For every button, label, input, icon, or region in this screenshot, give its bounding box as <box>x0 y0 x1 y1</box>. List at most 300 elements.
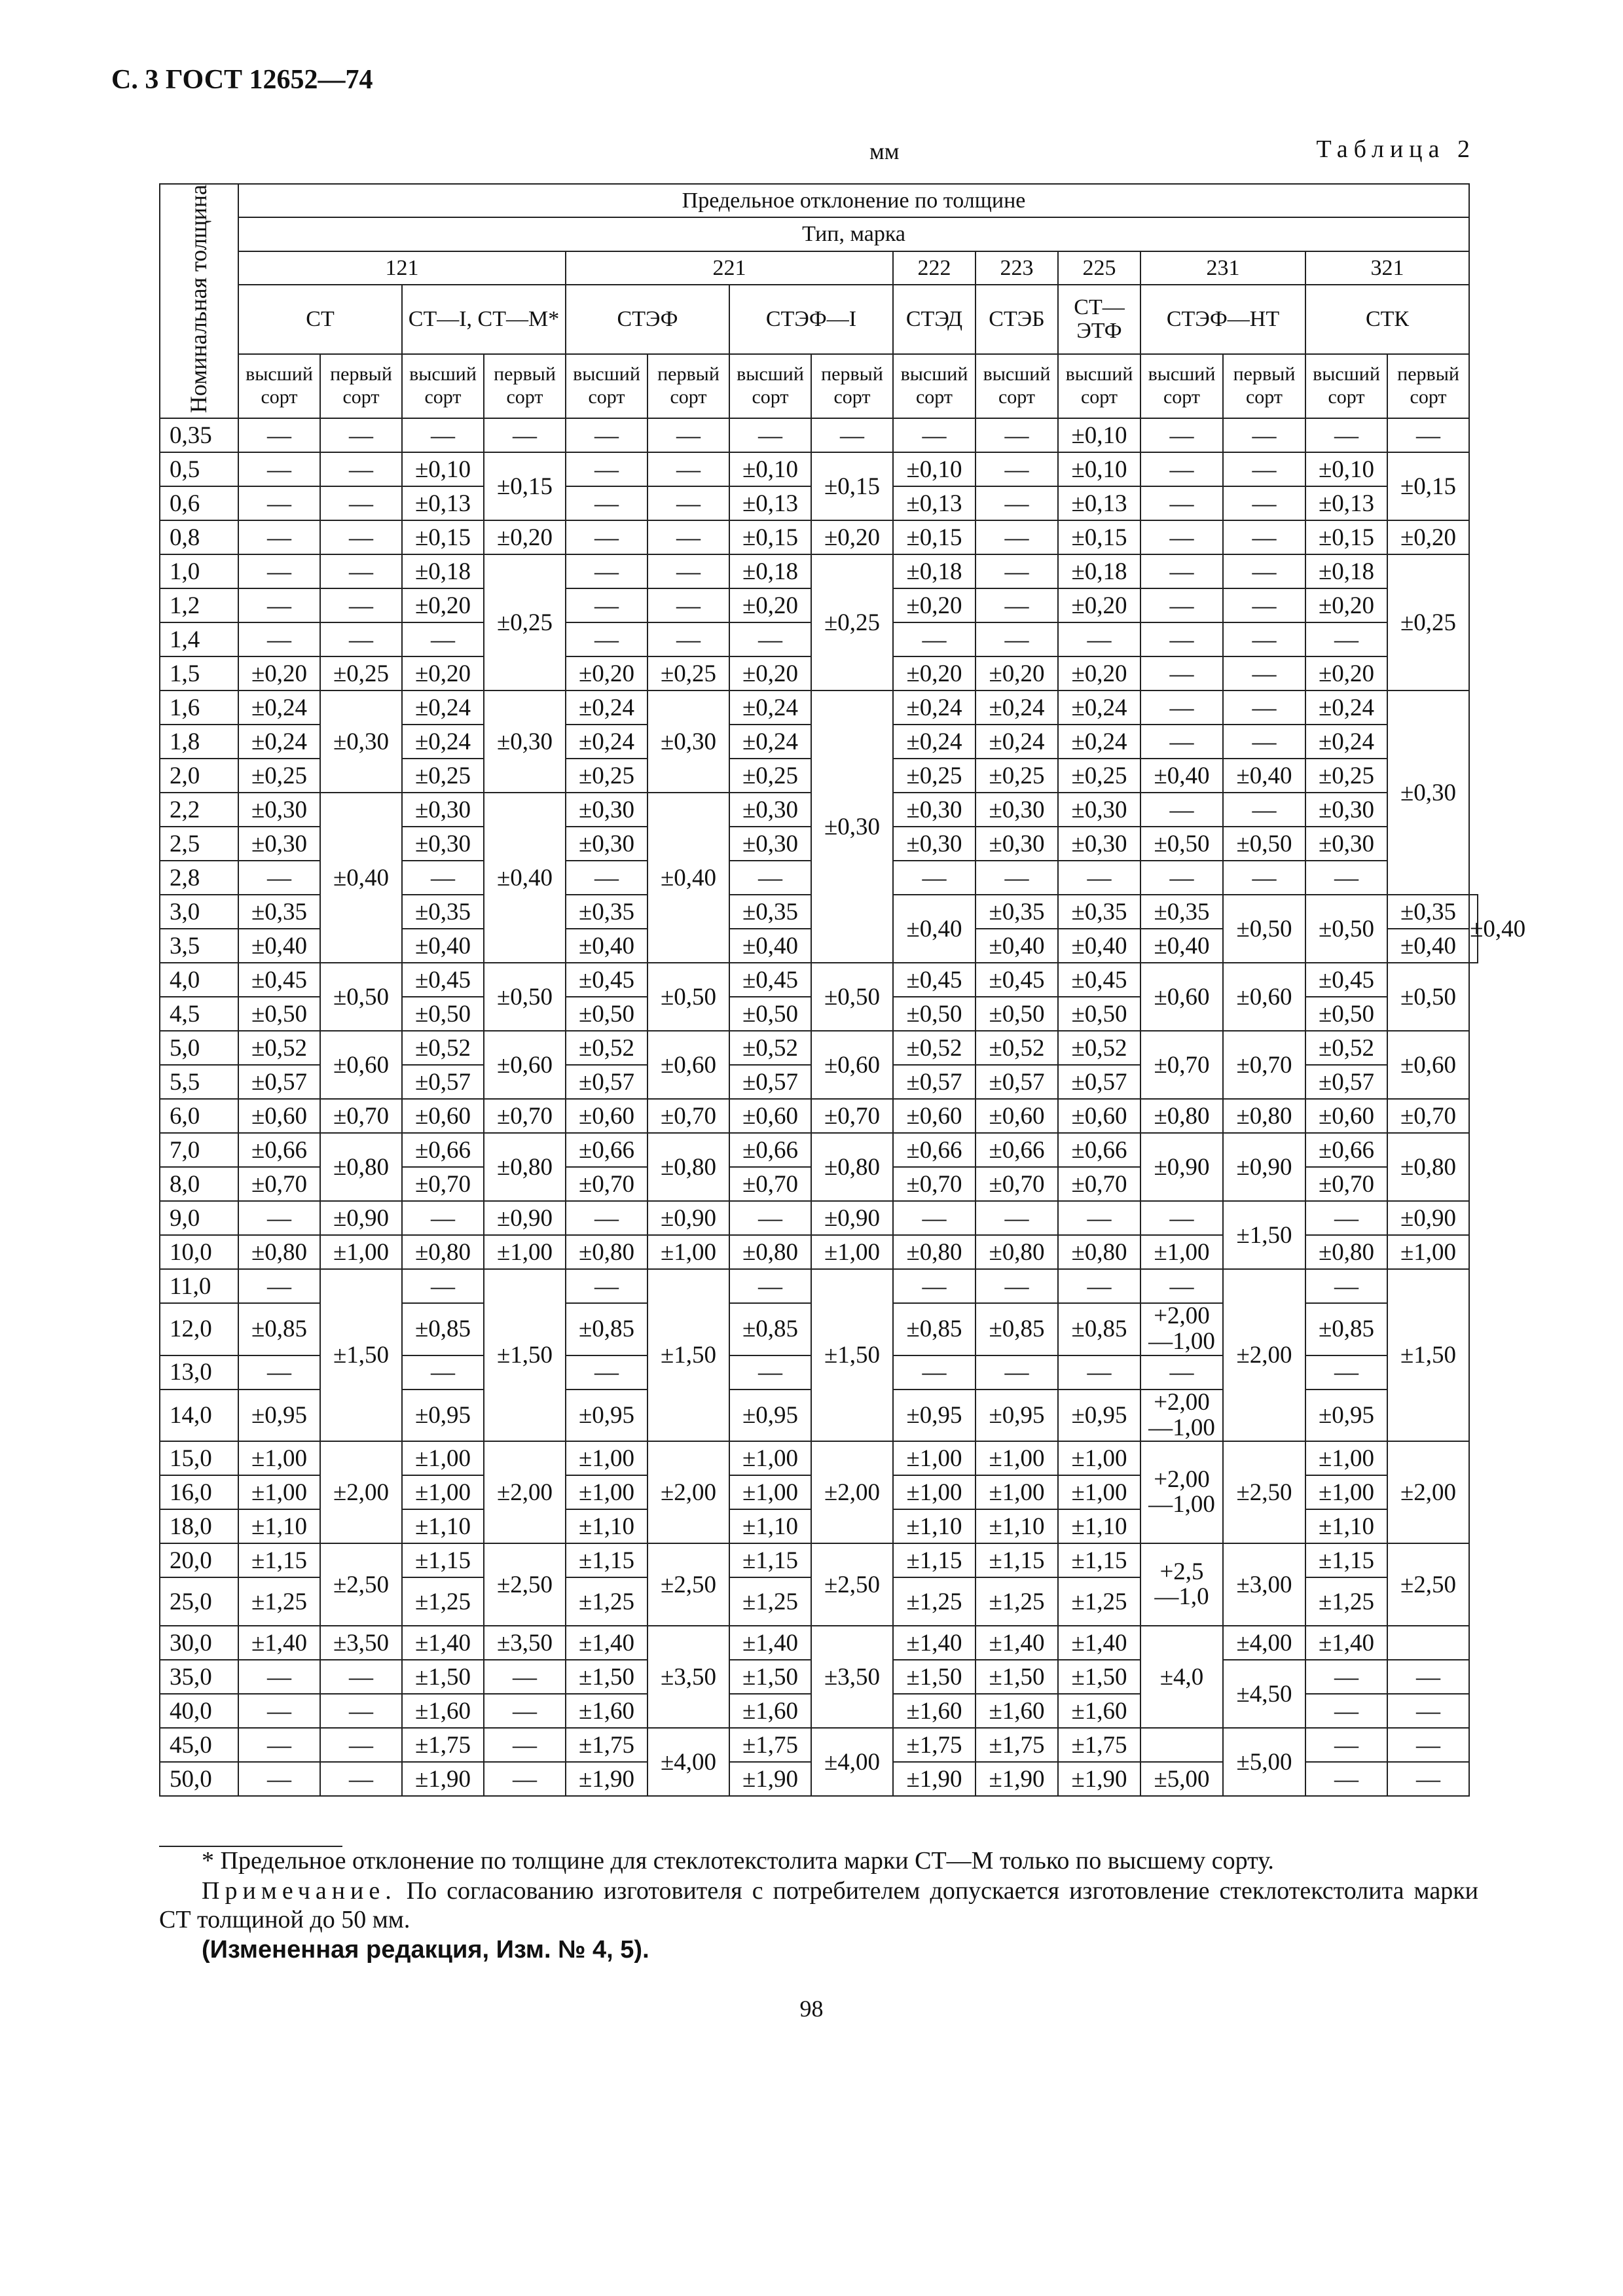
deviation-cell: ±0,80 <box>893 1235 976 1269</box>
deviation-cell: ±0,20 <box>729 588 811 622</box>
nominal-thickness-cell: 0,8 <box>160 520 238 554</box>
deviation-cell: ±1,00 <box>976 1441 1058 1475</box>
deviation-cell: ±0,50 <box>566 997 647 1031</box>
deviation-cell: ±1,75 <box>976 1728 1058 1762</box>
deviation-cell: ±0,80 <box>566 1235 647 1269</box>
deviation-cell: ±3,50 <box>320 1626 402 1660</box>
deviation-cell: ±0,30 <box>1058 793 1140 827</box>
deviation-cell: — <box>1223 691 1305 725</box>
deviation-cell: ±0,25 <box>1305 759 1387 793</box>
deviation-cell: ±0,10 <box>893 452 976 486</box>
deviation-cell: — <box>1223 725 1305 759</box>
deviation-cell: — <box>729 418 811 452</box>
deviation-cell: ±0,70 <box>893 1167 976 1201</box>
deviation-cell: ±1,00 <box>1387 1235 1469 1269</box>
deviation-cell: ±0,57 <box>976 1065 1058 1099</box>
deviation-cell: ±0,80 <box>647 1133 729 1201</box>
deviation-cell: ±0,30 <box>402 827 484 861</box>
deviation-cell: ±0,13 <box>729 486 811 520</box>
type-121: 121 <box>238 251 566 285</box>
deviation-cell: — <box>729 1269 811 1303</box>
deviation-cell: — <box>238 452 320 486</box>
deviation-cell <box>1140 1728 1223 1762</box>
deviation-cell: — <box>1140 520 1223 554</box>
deviation-cell: ±0,80 <box>320 1133 402 1201</box>
deviation-cell: ±0,20 <box>402 588 484 622</box>
deviation-cell: — <box>1223 861 1305 895</box>
deviation-cell: ±0,10 <box>729 452 811 486</box>
deviation-cell: ±1,50 <box>1387 1269 1469 1441</box>
deviation-cell: ±0,52 <box>729 1031 811 1065</box>
amendment-note: (Измененная редакция, Изм. № 4, 5). <box>202 1936 649 1964</box>
deviation-cell: ±0,66 <box>729 1133 811 1167</box>
deviation-cell: ±0,70 <box>976 1167 1058 1201</box>
table-row <box>160 1626 1478 1660</box>
deviation-cell: ±0,20 <box>566 656 647 691</box>
deviation-cell: ±1,00 <box>484 1235 566 1269</box>
deviation-cell: ±0,25 <box>320 656 402 691</box>
deviation-cell: ±0,60 <box>729 1099 811 1133</box>
deviation-cell: — <box>647 418 729 452</box>
deviation-cell: ±0,40 <box>1140 759 1223 793</box>
deviation-cell: — <box>320 1728 402 1762</box>
deviation-cell: ±1,00 <box>811 1235 893 1269</box>
units-label: мм <box>869 138 900 164</box>
deviation-cell: — <box>893 1269 976 1303</box>
deviation-cell: ±0,60 <box>893 1099 976 1133</box>
deviation-cell: ±1,00 <box>893 1441 976 1475</box>
deviation-cell: ±0,57 <box>566 1065 647 1099</box>
deviation-cell: ±1,00 <box>729 1441 811 1475</box>
deviation-cell: ±1,25 <box>976 1577 1058 1626</box>
deviation-cell: ±0,70 <box>1387 1099 1469 1133</box>
deviation-cell: ±0,66 <box>402 1133 484 1167</box>
deviation-cell: — <box>1140 656 1223 691</box>
deviation-cell: ±0,18 <box>893 554 976 588</box>
deviation-cell: ±0,60 <box>1305 1099 1387 1133</box>
deviation-cell: ±0,80 <box>1058 1235 1140 1269</box>
deviation-cell: — <box>1223 486 1305 520</box>
deviation-cell: ±1,10 <box>976 1509 1058 1543</box>
deviation-cell: ±0,15 <box>1387 452 1469 520</box>
deviation-cell: — <box>238 1201 320 1235</box>
deviation-cell: — <box>1058 1355 1140 1390</box>
mark-steф-nt: СТЭФ—НТ <box>1140 285 1305 353</box>
deviation-cell: ±0,57 <box>402 1065 484 1099</box>
deviation-cell: ±0,25 <box>729 759 811 793</box>
table-row <box>160 1728 1478 1762</box>
deviation-cell: ±0,60 <box>811 1031 893 1099</box>
deviation-cell: ±0,66 <box>1305 1133 1387 1167</box>
deviation-cell: ±0,20 <box>729 656 811 691</box>
deviation-cell: ±0,45 <box>976 963 1058 997</box>
deviation-cell: ±1,15 <box>402 1543 484 1577</box>
nominal-thickness-cell: 6,0 <box>160 1099 238 1133</box>
deviation-cell: ±0,30 <box>976 793 1058 827</box>
deviation-cell: ±0,24 <box>976 691 1058 725</box>
deviation-cell: — <box>976 486 1058 520</box>
deviation-cell: — <box>484 1694 566 1728</box>
deviation-cell: ±0,25 <box>893 759 976 793</box>
deviation-cell: ±1,10 <box>1305 1509 1387 1543</box>
deviation-cell: ±0,57 <box>238 1065 320 1099</box>
deviation-cell: ±0,50 <box>811 963 893 1031</box>
deviation-cell: ±0,20 <box>893 588 976 622</box>
deviation-cell: — <box>238 1269 320 1303</box>
deviation-cell: ±1,15 <box>1058 1543 1140 1577</box>
deviation-cell: — <box>647 588 729 622</box>
deviation-cell: ±1,50 <box>1058 1660 1140 1694</box>
deviation-cell: — <box>566 1201 647 1235</box>
deviation-cell: ±0,80 <box>729 1235 811 1269</box>
deviation-cell: ±0,80 <box>402 1235 484 1269</box>
deviation-cell: +2,00 —1,00 <box>1140 1441 1223 1543</box>
deviation-cell: — <box>320 418 402 452</box>
deviation-cell: — <box>1140 861 1223 895</box>
deviation-cell: ±0,57 <box>1058 1065 1140 1099</box>
deviation-cell: — <box>976 1355 1058 1390</box>
deviation-cell: ±0,40 <box>238 929 320 963</box>
deviation-cell: ±4,0 <box>1140 1626 1223 1728</box>
deviation-cell: ±0,85 <box>729 1303 811 1355</box>
deviation-cell: ±0,66 <box>566 1133 647 1167</box>
deviation-cell: ±0,40 <box>320 793 402 963</box>
deviation-cell: ±1,00 <box>320 1235 402 1269</box>
nominal-thickness-cell: 1,2 <box>160 588 238 622</box>
deviation-cell: ±0,95 <box>893 1390 976 1442</box>
deviation-cell: — <box>893 622 976 656</box>
deviation-cell: — <box>238 861 320 895</box>
deviation-cell: ±2,00 <box>1223 1269 1305 1441</box>
deviation-cell: ±0,18 <box>1305 554 1387 588</box>
deviation-cell: ±0,45 <box>893 963 976 997</box>
deviation-cell: ±2,00 <box>647 1441 729 1543</box>
deviation-cell: ±0,66 <box>976 1133 1058 1167</box>
deviation-cell: ±0,24 <box>238 725 320 759</box>
deviation-cell: — <box>976 1201 1058 1235</box>
deviation-cell: — <box>238 1694 320 1728</box>
deviation-cell: ±0,35 <box>1058 895 1140 929</box>
table-row <box>160 1031 1478 1065</box>
deviation-cell: ±1,25 <box>1058 1577 1140 1626</box>
deviation-cell: ±1,00 <box>1140 1235 1223 1269</box>
deviation-cell: ±4,00 <box>811 1728 893 1796</box>
deviation-cell: ±0,40 <box>566 929 647 963</box>
deviation-cell: — <box>320 622 402 656</box>
deviation-cell: ±0,15 <box>484 452 566 520</box>
page-number: 98 <box>799 1996 824 2022</box>
grade-high-header: высший сорт <box>566 354 647 419</box>
deviation-cell: ±0,25 <box>1058 759 1140 793</box>
deviation-cell: ±1,50 <box>811 1269 893 1441</box>
deviation-cell: ±0,30 <box>1305 827 1387 861</box>
deviation-cell: ±0,18 <box>729 554 811 588</box>
deviation-cell: — <box>402 1355 484 1390</box>
type-223: 223 <box>976 251 1058 285</box>
deviation-cell: ±1,75 <box>1058 1728 1140 1762</box>
note-text: По согласованию изготовителя с потребителем допускается изготовление стеклотекстолита марки СТ толщиной до 50 мм. <box>159 1877 1478 1933</box>
deviation-cell: — <box>566 1269 647 1303</box>
deviation-cell: ±1,10 <box>566 1509 647 1543</box>
deviation-cell: ±1,15 <box>1305 1543 1387 1577</box>
deviation-cell: — <box>976 1269 1058 1303</box>
deviation-cell: ±0,52 <box>566 1031 647 1065</box>
deviation-cell: ±0,52 <box>976 1031 1058 1065</box>
deviation-cell: — <box>402 622 484 656</box>
deviation-cell: — <box>1223 588 1305 622</box>
deviation-cell: ±0,40 <box>647 793 729 963</box>
deviation-cell: ±1,50 <box>484 1269 566 1441</box>
deviation-cell: ±0,66 <box>238 1133 320 1167</box>
table-row <box>160 1133 1478 1167</box>
deviation-cell: — <box>566 588 647 622</box>
deviation-cell: ±0,30 <box>1305 793 1387 827</box>
deviation-cell: ±0,25 <box>566 759 647 793</box>
deviation-cell: ±0,70 <box>811 1099 893 1133</box>
deviation-cell: ±0,60 <box>238 1099 320 1133</box>
note-label: Примечание. <box>202 1877 397 1905</box>
deviation-cell: ±0,80 <box>484 1133 566 1201</box>
deviation-cell: ±0,25 <box>1387 554 1469 691</box>
deviation-cell: — <box>238 1762 320 1796</box>
deviation-cell: ±1,50 <box>893 1660 976 1694</box>
deviation-cell: ±0,80 <box>1140 1099 1223 1133</box>
type-225: 225 <box>1058 251 1140 285</box>
deviation-cell: ±0,24 <box>893 725 976 759</box>
deviation-cell: — <box>320 486 402 520</box>
deviation-cell: ±4,50 <box>1223 1660 1305 1728</box>
deviation-cell: ±0,40 <box>484 793 566 963</box>
deviation-cell: — <box>976 418 1058 452</box>
grade-first-header: первый сорт <box>484 354 566 419</box>
nominal-thickness-cell: 1,4 <box>160 622 238 656</box>
deviation-cell: ±0,50 <box>1305 997 1387 1031</box>
nominal-thickness-cell: 2,2 <box>160 793 238 827</box>
deviation-cell: — <box>566 520 647 554</box>
deviation-cell: — <box>402 1201 484 1235</box>
deviation-cell: ±0,35 <box>729 895 811 929</box>
deviation-cell: ±0,40 <box>1058 929 1140 963</box>
deviation-cell: — <box>893 1355 976 1390</box>
footnote-star: * Предельное отклонение по толщине для стеклотекстолита марки СТ—М только по высшему сорту. <box>202 1847 1274 1874</box>
nominal-thickness-header: Номинальная толщина <box>160 184 238 418</box>
deviation-cell: +2,00 —1,00 <box>1140 1303 1223 1355</box>
deviation-cell: ±1,25 <box>893 1577 976 1626</box>
deviation-cell: — <box>976 622 1058 656</box>
deviation-cell: — <box>1223 520 1305 554</box>
deviation-cell: — <box>238 622 320 656</box>
deviation-cell: ±0,90 <box>1387 1201 1469 1235</box>
deviation-cell: ±0,13 <box>1305 486 1387 520</box>
deviation-cell: — <box>647 554 729 588</box>
deviation-cell: ±0,85 <box>1305 1303 1387 1355</box>
deviation-cell: — <box>1387 1694 1469 1728</box>
deviation-cell: ±0,30 <box>1387 691 1469 895</box>
nominal-thickness-cell: 45,0 <box>160 1728 238 1762</box>
deviation-cell: — <box>238 486 320 520</box>
deviation-cell: ±0,52 <box>238 1031 320 1065</box>
deviation-cell: ±1,40 <box>1305 1626 1387 1660</box>
deviation-cell: ±1,00 <box>893 1475 976 1509</box>
deviation-cell: — <box>647 486 729 520</box>
deviation-cell: ±0,52 <box>1305 1031 1387 1065</box>
deviation-cell: ±0,60 <box>976 1099 1058 1133</box>
deviation-cell: ±0,90 <box>1223 1133 1305 1201</box>
deviation-cell: ±0,35 <box>402 895 484 929</box>
deviation-cell: — <box>402 418 484 452</box>
deviation-cell: ±1,90 <box>1058 1762 1140 1796</box>
deviation-cell: ±0,40 <box>402 929 484 963</box>
deviation-cell: ±0,30 <box>647 691 729 793</box>
deviation-cell: — <box>320 452 402 486</box>
deviation-cell: ±0,35 <box>1387 895 1469 929</box>
deviation-cell: — <box>1305 1201 1387 1235</box>
type-221: 221 <box>566 251 893 285</box>
deviation-cell: ±0,95 <box>402 1390 484 1442</box>
deviation-cell: ±0,80 <box>238 1235 320 1269</box>
deviation-cell: ±0,24 <box>566 691 647 725</box>
deviation-cell: ±0,85 <box>976 1303 1058 1355</box>
table-label: Таблица 2 <box>1316 135 1476 163</box>
deviation-cell: ±0,52 <box>893 1031 976 1065</box>
nominal-thickness-cell: 25,0 <box>160 1577 238 1626</box>
deviation-cell: ±0,90 <box>1140 1133 1223 1201</box>
deviation-cell: — <box>1305 1660 1387 1694</box>
deviation-cell: — <box>729 622 811 656</box>
nominal-thickness-cell: 20,0 <box>160 1543 238 1577</box>
deviation-cell: ±1,50 <box>1223 1201 1305 1269</box>
deviation-cell: ±0,57 <box>1305 1065 1387 1099</box>
deviation-cell: ±0,70 <box>238 1167 320 1201</box>
deviation-cell: ±0,40 <box>893 895 976 963</box>
deviation-cell: ±0,24 <box>976 725 1058 759</box>
nominal-thickness-cell: 5,5 <box>160 1065 238 1099</box>
deviation-cell: — <box>484 1660 566 1694</box>
deviation-cell: ±1,00 <box>1305 1441 1387 1475</box>
mark-steф-i: СТЭФ—I <box>729 285 893 353</box>
deviation-cell: — <box>976 554 1058 588</box>
deviation-cell: ±0,20 <box>1387 520 1469 554</box>
deviation-cell: — <box>1058 622 1140 656</box>
deviation-cell: ±1,60 <box>893 1694 976 1728</box>
deviation-cell: — <box>566 622 647 656</box>
deviation-cell: ±0,52 <box>1058 1031 1140 1065</box>
table-row <box>160 554 1478 588</box>
deviation-cell: ±1,25 <box>729 1577 811 1626</box>
deviation-cell: — <box>1140 418 1223 452</box>
deviation-cell: ±0,10 <box>402 452 484 486</box>
deviation-cell: ±0,95 <box>1305 1390 1387 1442</box>
nominal-thickness-cell: 30,0 <box>160 1626 238 1660</box>
deviation-cell: ±0,20 <box>238 656 320 691</box>
deviation-cell: — <box>893 861 976 895</box>
deviation-cell <box>1387 1626 1469 1660</box>
deviation-cell: ±1,10 <box>238 1509 320 1543</box>
nominal-thickness-cell: 13,0 <box>160 1355 238 1390</box>
deviation-cell: ±0,25 <box>238 759 320 793</box>
deviation-cell: ±3,50 <box>484 1626 566 1660</box>
deviation-cell: ±0,24 <box>1058 691 1140 725</box>
deviation-cell: ±0,25 <box>976 759 1058 793</box>
type-header: Тип, марка <box>238 217 1469 251</box>
deviation-cell: ±0,13 <box>893 486 976 520</box>
deviation-cell: ±1,10 <box>1058 1509 1140 1543</box>
deviation-cell: ±2,50 <box>320 1543 402 1626</box>
deviation-cell: ±0,24 <box>729 725 811 759</box>
deviation-cell: ±0,35 <box>238 895 320 929</box>
deviation-cell: — <box>1305 1355 1387 1390</box>
deviation-cell: ±5,00 <box>1223 1728 1305 1796</box>
deviation-cell: — <box>238 1728 320 1762</box>
deviation-cell: ±1,75 <box>566 1728 647 1762</box>
deviation-cell: ±0,30 <box>238 793 320 827</box>
table-row <box>160 963 1478 997</box>
deviation-cell: ±0,70 <box>402 1167 484 1201</box>
deviation-cell: ±2,00 <box>1387 1441 1469 1543</box>
table-row <box>160 1099 1478 1133</box>
grade-first-header: первый сорт <box>647 354 729 419</box>
deviation-cell: ±4,00 <box>1223 1626 1305 1660</box>
deviation-cell: ±1,50 <box>566 1660 647 1694</box>
deviation-cell: ±0,24 <box>1058 725 1140 759</box>
deviation-cell: ±2,00 <box>320 1441 402 1543</box>
deviation-cell: ±0,50 <box>1058 997 1140 1031</box>
deviation-cell: ±0,50 <box>893 997 976 1031</box>
deviation-cell: ±0,70 <box>647 1099 729 1133</box>
deviation-cell: ±2,50 <box>811 1543 893 1626</box>
deviation-cell: ±0,60 <box>1058 1099 1140 1133</box>
deviation-cell: ±1,15 <box>566 1543 647 1577</box>
deviation-cell: ±0,20 <box>1305 588 1387 622</box>
deviation-cell: ±0,90 <box>484 1201 566 1235</box>
deviation-cell: ±1,10 <box>729 1509 811 1543</box>
deviation-cell: ±0,30 <box>238 827 320 861</box>
deviation-cell: ±2,00 <box>811 1441 893 1543</box>
deviation-cell: — <box>484 1728 566 1762</box>
deviation-cell: — <box>238 554 320 588</box>
deviation-cell: ±1,00 <box>1058 1475 1140 1509</box>
deviation-cell: ±1,15 <box>729 1543 811 1577</box>
deviation-cell: ±1,25 <box>566 1577 647 1626</box>
deviation-cell: ±0,24 <box>1305 725 1387 759</box>
deviation-cell: ±0,50 <box>729 997 811 1031</box>
deviation-cell: ±0,95 <box>1058 1390 1140 1442</box>
grade-high-header: высший сорт <box>893 354 976 419</box>
deviation-cell: ±0,95 <box>729 1390 811 1442</box>
deviation-cell: — <box>1058 1201 1140 1235</box>
deviation-cell: ±0,30 <box>484 691 566 793</box>
nominal-thickness-cell: 10,0 <box>160 1235 238 1269</box>
deviation-cell: ±0,30 <box>893 793 976 827</box>
deviation-cell: ±1,90 <box>402 1762 484 1796</box>
deviation-cell: ±1,00 <box>402 1475 484 1509</box>
deviation-cell: ±3,00 <box>1223 1543 1305 1626</box>
nominal-thickness-cell: 1,0 <box>160 554 238 588</box>
deviation-cell: — <box>1223 418 1305 452</box>
deviation-cell: ±0,50 <box>647 963 729 1031</box>
deviation-cell: ±0,80 <box>811 1133 893 1201</box>
deviation-cell: — <box>1305 1728 1387 1762</box>
deviation-cell: ±1,00 <box>976 1475 1058 1509</box>
deviation-cell: — <box>1140 691 1223 725</box>
deviation-cell: ±0,70 <box>1223 1031 1305 1099</box>
deviation-cell: ±0,15 <box>893 520 976 554</box>
deviation-cell: — <box>320 520 402 554</box>
deviation-cell: ±0,50 <box>1387 963 1469 1031</box>
deviation-cell: — <box>729 1201 811 1235</box>
deviation-cell: ±0,20 <box>976 656 1058 691</box>
deviation-cell: ±0,25 <box>647 656 729 691</box>
